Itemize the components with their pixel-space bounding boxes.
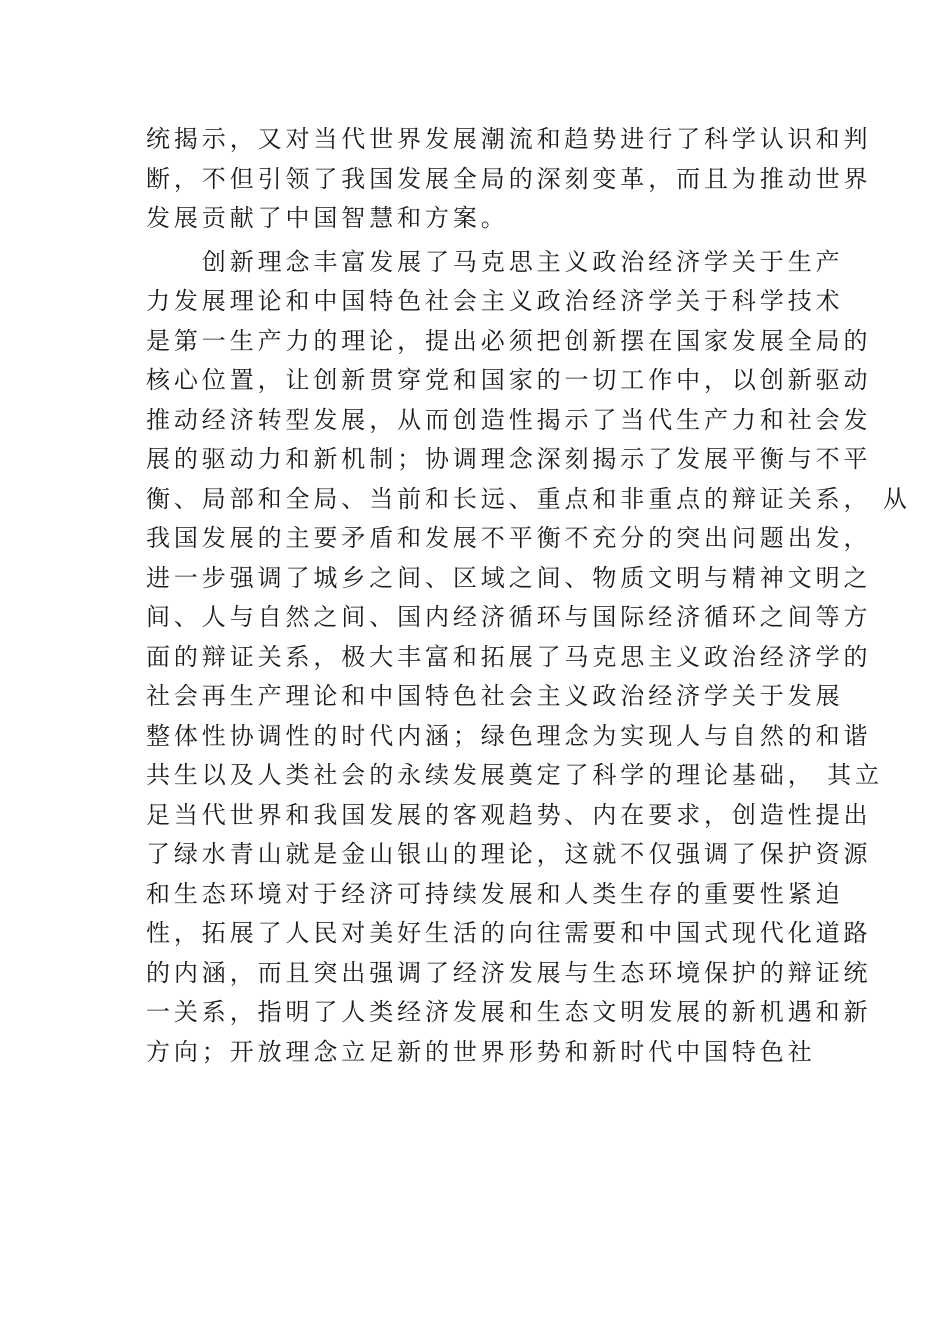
- text-line: 了绿水青山就是金山银山的理论，这就不仅强调了保护资源: [146, 840, 872, 868]
- text-line: 力发展理论和中国特色社会主义政治经济学关于科学技术: [146, 287, 844, 315]
- text-line: 推动经济转型发展，从而创造性揭示了当代生产力和社会发: [146, 405, 872, 434]
- text-line: 共生以及人类社会的永续发展奠定了科学的理论基础， 其立: [146, 761, 883, 789]
- text-line: 我国发展的主要矛盾和发展不平衡不充分的突出问题出发，: [146, 524, 872, 552]
- text-line: 发展贡献了中国智慧和方案。: [146, 204, 509, 232]
- text-line: 展的驱动力和新机制；协调理念深刻揭示了发展平衡与不平: [146, 445, 872, 473]
- text-line: 的内涵，而且突出强调了经济发展与生态环境保护的辩证统: [146, 958, 872, 987]
- text-line: 整体性协调性的时代内涵；绿色理念为实现人与自然的和谐: [146, 721, 872, 750]
- text-line: 性，拓展了人民对美好生活的向往需要和中国式现代化道路: [146, 919, 872, 947]
- text-line: 是第一生产力的理论，提出必须把创新摆在国家发展全局的: [146, 326, 872, 355]
- text-line: 进一步强调了城乡之间、区域之间、物质文明与精神文明之: [146, 563, 872, 592]
- text-line: 一关系，指明了人类经济发展和生态文明发展的新机遇和新: [146, 998, 872, 1026]
- document-body: [146, 120, 911, 1072]
- text-line: 间、人与自然之间、国内经济循环与国际经济循环之间等方: [146, 603, 872, 631]
- text-line: 足当代世界和我国发展的客观趋势、内在要求，创造性提出: [146, 800, 872, 829]
- text-line: 衡、局部和全局、当前和长远、重点和非重点的辩证关系， 从: [146, 484, 911, 513]
- text-line: 社会再生产理论和中国特色社会主义政治经济学关于发展: [146, 682, 844, 710]
- paragraph-1: [146, 120, 872, 239]
- paragraph-2: [146, 243, 911, 1073]
- text-line: 统揭示，又对当代世界发展潮流和趋势进行了科学认识和判: [146, 125, 872, 153]
- text-line: 核心位置，让创新贯穿党和国家的一切工作中，以创新驱动: [146, 366, 872, 394]
- text-line: 断，不但引领了我国发展全局的深刻变革，而且为推动世界: [146, 164, 872, 193]
- text-line: 和生态环境对于经济可持续发展和人类生存的重要性紧迫: [146, 879, 844, 908]
- text-line: 方向；开放理念立足新的世界形势和新时代中国特色社: [146, 1037, 816, 1066]
- text-line: 面的辩证关系，极大丰富和拓展了马克思主义政治经济学的: [146, 642, 872, 671]
- text-line: 创新理念丰富发展了马克思主义政治经济学关于生产: [146, 247, 844, 276]
